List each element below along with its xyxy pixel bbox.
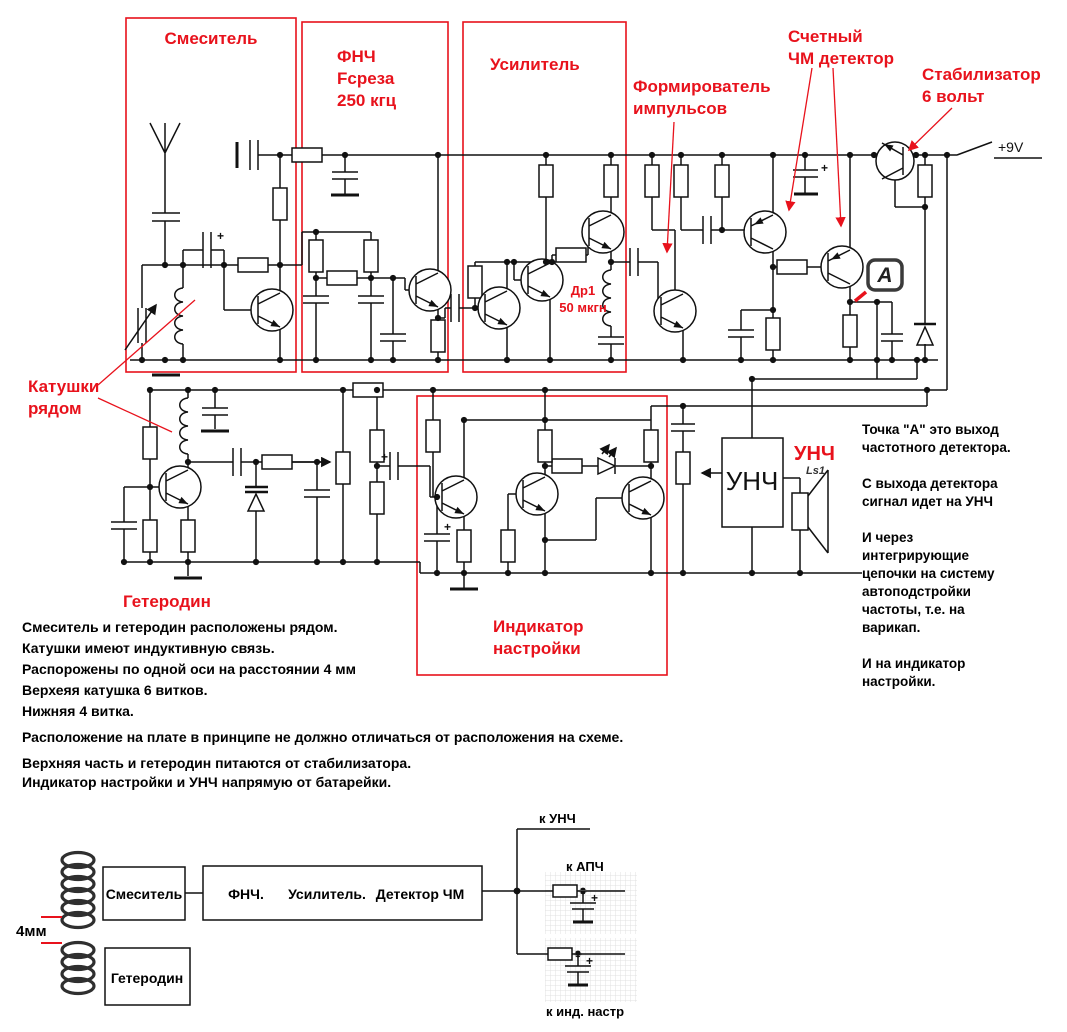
note-line: Нижняя 4 витка. [22, 703, 134, 719]
note-line: настройки. [862, 674, 936, 689]
note-line: автоподстройки [862, 584, 971, 599]
plus-sign: + [591, 891, 599, 905]
red-pointers [98, 68, 952, 432]
plus-sign: + [444, 520, 452, 534]
to-indicator-label: к инд. настр [546, 1004, 625, 1019]
note-line: цепочки на систему [862, 566, 995, 581]
coil-drawing-bottom [62, 943, 94, 994]
led [598, 445, 616, 474]
note-line: варикап. [862, 620, 921, 635]
note-line: Смеситель и гетеродин расположены рядом. [22, 619, 338, 635]
to-unch-label: к УНЧ [539, 811, 576, 826]
plus-sign: + [586, 954, 594, 968]
circuit-components [143, 142, 936, 562]
supply-label: +9V [998, 139, 1024, 155]
plus-sign: + [821, 161, 829, 175]
amplifier-label: Усилитель [490, 55, 580, 74]
plus-sign: + [381, 450, 389, 464]
tuning-indicator-label-2: настройки [493, 639, 581, 658]
note-line: частоты, т.е. на [862, 602, 965, 617]
heterodyne-label: Гетеродин [123, 592, 211, 611]
pulse-shaper-label-2: импульсов [633, 99, 728, 118]
section-labels [28, 27, 1041, 658]
note-line: сигнал идет на УНЧ [862, 494, 994, 509]
note-line: Распорожены по одной оси на расстоянии 4 мм [22, 661, 356, 677]
speaker-label: Ls1 [806, 465, 825, 477]
lpf-label-2: Fсреза [337, 69, 395, 88]
chain-detector-label: Детектор ЧМ [375, 886, 465, 902]
note-line: Расположение на плате в принципе не должно отличаться от расположения на схеме. [22, 729, 624, 745]
fm-detector-label-2: ЧМ детектор [788, 49, 895, 68]
lpf-label-3: 250 кгц [337, 91, 397, 110]
note-line: Индикатор настройки и УНЧ напрямую от батарейки. [22, 774, 392, 790]
stabilizer-label-1: Стабилизатор [922, 65, 1041, 84]
stabilizer-label-2: 6 вольт [922, 87, 985, 106]
coil-drawing-top [62, 853, 94, 928]
note-line: частотного детектора. [862, 440, 1011, 455]
section-frames [126, 18, 667, 675]
note-line: Катушки имеют индуктивную связь. [22, 640, 275, 656]
note-line: Верхняя часть и гетеродин питаются от стабилизатора. [22, 755, 412, 771]
point-a-tick [855, 292, 866, 301]
chain-amplifier-label: Усилитель. [288, 886, 366, 902]
note-line: И через [862, 530, 914, 545]
stabilizer-transistor [876, 142, 914, 180]
note-line: интегрирующие [862, 548, 970, 563]
note-line: С выхода детектора [862, 476, 998, 491]
coils-nearby-label-1: Катушки [28, 377, 100, 396]
block-diagram [16, 811, 637, 1019]
lpf-label-1: ФНЧ [337, 47, 376, 66]
point-a-letter: A [877, 264, 893, 287]
mixer-label: Смеситель [164, 29, 258, 48]
choke-label-1: Др1 [570, 283, 596, 298]
to-apch-label: к АПЧ [566, 859, 604, 874]
tuning-indicator-label-1: Индикатор [493, 617, 584, 636]
plus-sign: + [217, 229, 225, 243]
heterodyne-block-label: Гетеродин [110, 970, 184, 986]
coils-nearby-label-2: рядом [28, 399, 82, 418]
note-line: Точка "А" это выход [862, 422, 999, 437]
pulse-shaper-label-1: Формирователь [633, 77, 771, 96]
fm-detector-label-1: Счетный [788, 27, 863, 46]
note-line: И на индикатор [862, 656, 966, 671]
speaker-body [792, 493, 808, 530]
choke-label-2: 50 мкгн [559, 300, 607, 315]
chain-lpf-label: ФНЧ. [228, 886, 264, 902]
circuit-wires [111, 123, 1042, 589]
varicap-diode [914, 324, 936, 345]
mixer-block-label: Смеситель [105, 886, 183, 902]
gap-label: 4мм [16, 923, 47, 940]
note-line: Верхеяя катушка 6 витков. [22, 682, 208, 698]
unch-box-label: УНЧ [725, 466, 779, 496]
choke-dr1 [603, 270, 611, 326]
point-a-note [862, 422, 1011, 689]
heterodyne-varicap [245, 487, 268, 511]
heterodyne-coil [180, 398, 188, 454]
unch-red-label: УНЧ [794, 443, 835, 465]
